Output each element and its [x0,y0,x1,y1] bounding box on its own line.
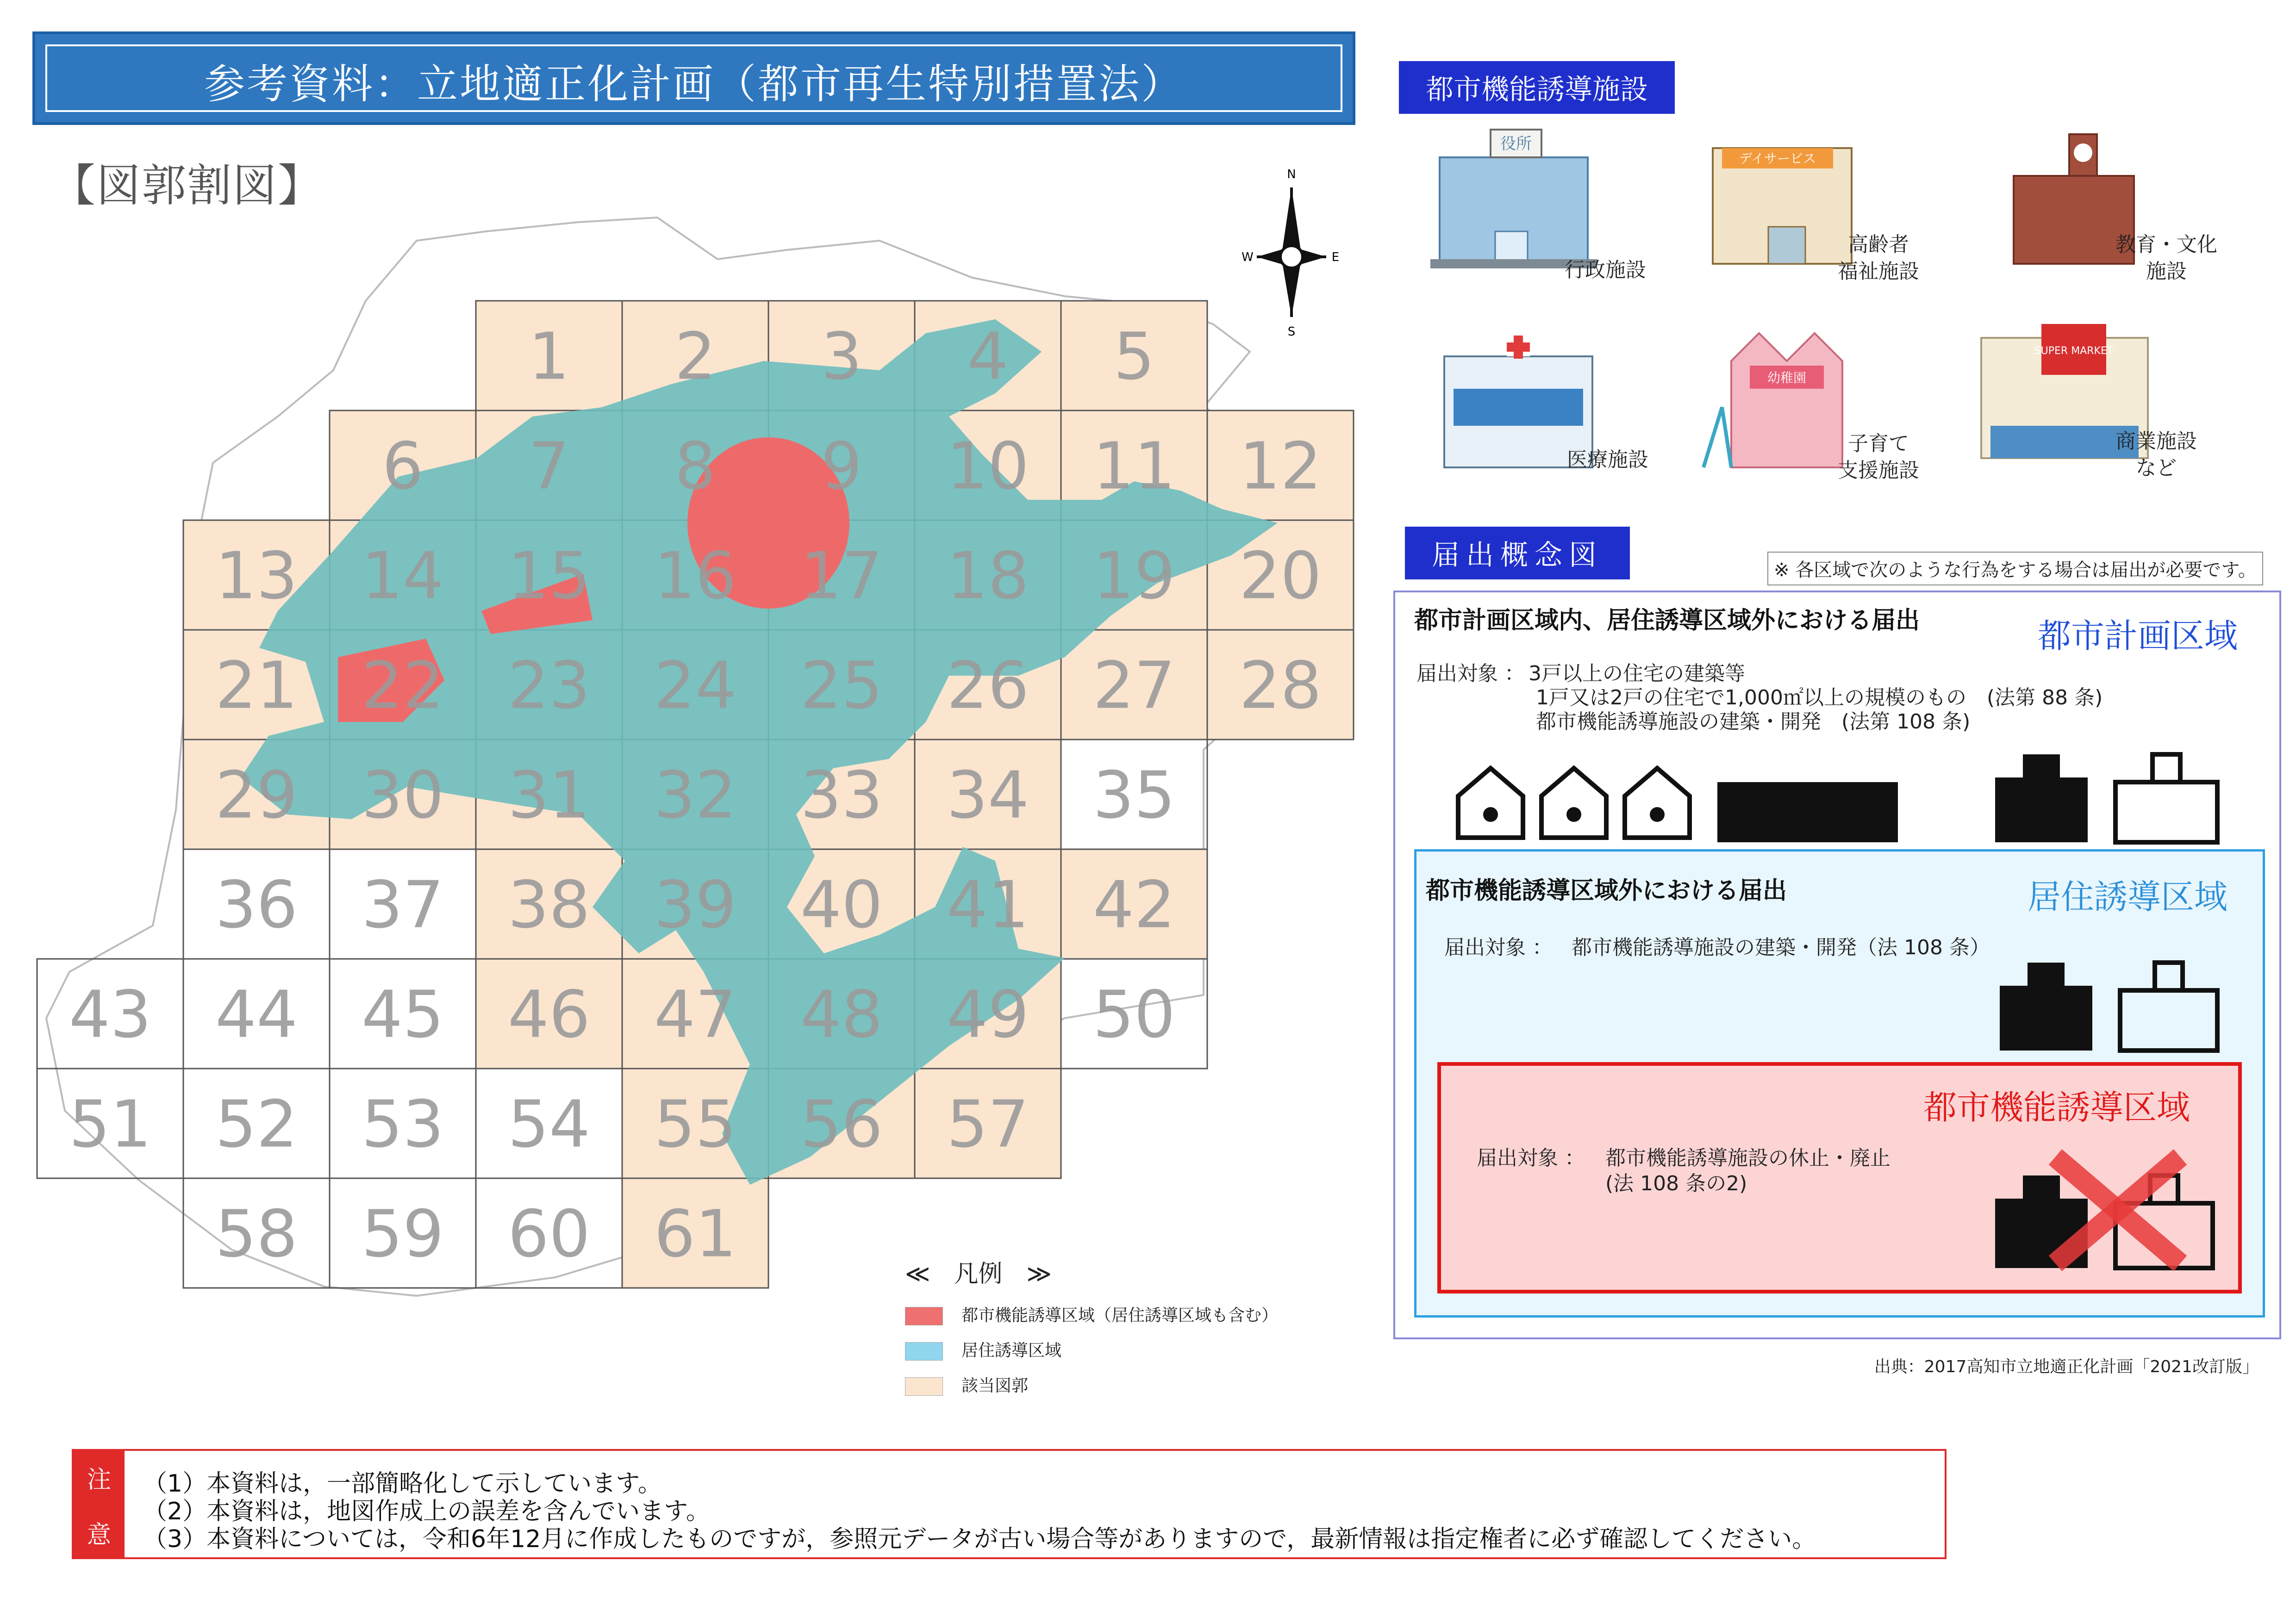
facility-label-commercial: 商業施設 など [2115,429,2197,480]
map-heading: 【図郭割図】 [51,160,323,211]
school-icon-outer [2115,754,2217,842]
compass-w: W [1242,250,1254,264]
grid-cell-number: 37 [361,867,444,943]
grid-cell-number: 58 [215,1196,298,1272]
legend-item-urban: 都市機能誘導区域（居住誘導区域も含む） [905,1302,1278,1326]
grid-cell-number: 33 [800,758,883,833]
grid-cell-number: 11 [1092,429,1176,504]
grid-cell-number: 7 [528,429,570,504]
middle-region-label: 居住誘導区域 [2028,877,2228,916]
house-icons [1458,768,1690,838]
middle-target-label: 届出対象 ： [1444,936,1553,959]
grid-cell-number: 50 [1092,977,1176,1053]
facility-label-childcare: 子育て 支援施設 [1838,432,1919,482]
grid-cell-number: 36 [215,867,298,943]
grid-cell-number: 49 [946,977,1029,1053]
grid-cell-number: 51 [69,1087,152,1163]
grid-cell-number: 40 [800,867,883,943]
notice-line-2: （2）本資料は，地図作成上の誤差を含んでいます。 [143,1498,710,1525]
grid-cell-number: 61 [654,1196,737,1272]
grid-cell-number: 21 [215,648,298,724]
grid-cell-number: 42 [1092,867,1176,943]
notice-line-1: （1）本資料は，一部簡略化して示しています。 [143,1470,662,1498]
grid-cell-number: 34 [946,758,1029,833]
notification-tag: 届出概念図 [1405,527,1630,579]
inner-target-line-1: 都市機能誘導施設の休止・廃止 [1605,1146,1890,1170]
grid-cell-number: 52 [215,1087,298,1163]
svg-text:デイサービス: デイサービス [1739,151,1816,166]
grid-cell-number: 5 [1113,319,1155,395]
facility-label-admin: 行政施設 [1565,258,1646,282]
grid-cell-number: 24 [654,648,737,724]
grid-cell-number: 57 [946,1087,1029,1163]
grid-cell-number: 53 [361,1087,444,1163]
grid-cell-number: 14 [361,538,444,614]
inner-region-label: 都市機能誘導区域 [1923,1088,2190,1127]
legend-swatch-target-cell [905,1377,943,1396]
grid-cell-number: 59 [361,1196,444,1272]
compass-n: N [1287,168,1296,181]
kindergarten-icon [1703,333,1842,467]
grid-cell-number: 41 [946,867,1029,943]
notification-note: ※ 各区域で次のような行為をする場合は届出が必要です。 [1767,552,2263,585]
compass-s: S [1287,325,1296,339]
grid-cell-number: 31 [507,758,591,833]
svg-text:SUPER MARKET: SUPER MARKET [2034,345,2114,357]
grid-cell-number: 9 [821,429,862,504]
grid-cell-number: 60 [507,1196,591,1272]
grid-cell-number: 23 [507,648,591,724]
grid-cell-number: 43 [69,977,152,1053]
school-icon-middle [2120,963,2217,1051]
grid-cell-number: 8 [674,429,716,504]
grid-cell-number: 39 [654,867,737,943]
grid-cell-number: 55 [654,1087,737,1163]
grid-cell-number: 26 [946,648,1029,724]
legend-item-residential: 居住誘導区域 [905,1337,1061,1361]
compass-rose [1242,168,1339,339]
grid-cell-number: 46 [507,977,591,1053]
grid-cell-number: 44 [215,977,298,1053]
grid-cell-number: 4 [967,319,1009,395]
facility-label-elderly: 高齢者 福祉施設 [1838,233,1919,283]
hospital-icon-middle [2000,963,2092,1051]
grid-cell-number: 27 [1092,648,1176,724]
grid-cell-labels [69,319,1322,1272]
grid-cell-number: 32 [654,758,737,833]
notice-tag: 注 意 [74,1451,125,1557]
grid-cell-number: 20 [1239,538,1322,614]
grid-cell-number: 54 [507,1087,591,1163]
outer-region-label: 都市計画区域 [2038,616,2238,655]
page-title: 参考資料：立地適正化計画（都市再生特別措置法） [204,60,1184,108]
grid-cell-number: 35 [1092,758,1176,833]
elderly-care-icon [1713,148,1852,264]
grid-cell-number: 18 [946,538,1029,614]
apartment-icon [1717,782,1898,842]
legend-title: ≪ 凡例 ≫ [905,1260,1052,1288]
city-hall-icon [1430,130,1597,268]
outer-target-label: 届出対象 ： [1416,662,1525,685]
grid-cell-number: 28 [1239,648,1322,724]
inner-building-icons [1986,1148,2236,1277]
legend-swatch-urban [905,1307,943,1325]
outer-target-line-2: 1戸又は2戸の住宅で1,000㎡以上の規模のもの (法第 88 条) [1536,686,2103,709]
notice-box [72,1449,1947,1559]
facility-label-medical: 医療施設 [1567,448,1648,472]
inner-target-label: 届出対象 ： [1477,1146,1585,1170]
source-note: 出典：2017高知市立地適正化計画「2021改訂版」 [1874,1357,2259,1376]
grid-cell-number: 47 [654,977,737,1053]
grid-cell-number: 13 [215,538,298,614]
grid-cell-number: 38 [507,867,591,943]
outer-target-line-1: 3戸以上の住宅の建築等 [1529,662,1745,685]
grid-cell-number: 30 [361,758,444,833]
grid-cell-number: 2 [674,319,716,395]
legend-item-target-cell: 該当図郭 [905,1373,1028,1396]
grid-cell-number: 10 [946,429,1029,504]
grid-cell-number: 25 [800,648,883,724]
notice-line-3: （3）本資料については，令和6年12月に作成したものですが，参照元データが古い場合等がありますので，最新情報は指定権者に必ず確認してください。 [143,1525,1816,1553]
outer-target-line-3: 都市機能誘導施設の建築・開発 (法第 108 条) [1536,710,1971,734]
grid-cell-number: 17 [800,538,883,614]
grid-cell-number: 1 [528,319,570,395]
facilities-tag: 都市機能誘導施設 [1399,61,1675,114]
grid-cell-number: 22 [361,648,444,724]
grid-cell-number: 19 [1092,538,1176,614]
outer-heading: 都市計画区域内、居住誘導区域外における届出 [1414,607,1920,634]
grid-cell-number: 56 [800,1087,883,1163]
grid-cell-number: 29 [215,758,298,833]
svg-text:役所: 役所 [1500,135,1532,153]
grid-cell-number: 3 [821,319,862,395]
middle-heading: 都市機能誘導区域外における届出 [1426,877,1787,905]
middle-building-icons [1990,953,2231,1055]
grid-cell-number: 12 [1239,429,1322,504]
middle-target-line: 都市機能誘導施設の建築・開発（法 108 条） [1572,936,1990,959]
facility-label-education: 教育・文化 施設 [2115,233,2217,283]
grid-cell-number: 16 [654,538,737,614]
inner-target-line-2: (法 108 条の2) [1605,1172,1747,1195]
grid-cell-number: 15 [507,538,591,614]
outer-building-icons [1449,745,2273,847]
hospital-icon-outer [1995,754,2088,842]
compass-e: E [1331,250,1340,264]
grid-cell-number: 6 [382,429,424,504]
legend-swatch-residential [905,1342,943,1361]
grid-cell-number: 48 [800,977,883,1053]
svg-text:幼稚園: 幼稚園 [1767,370,1807,386]
grid-cell-number: 45 [361,977,444,1053]
